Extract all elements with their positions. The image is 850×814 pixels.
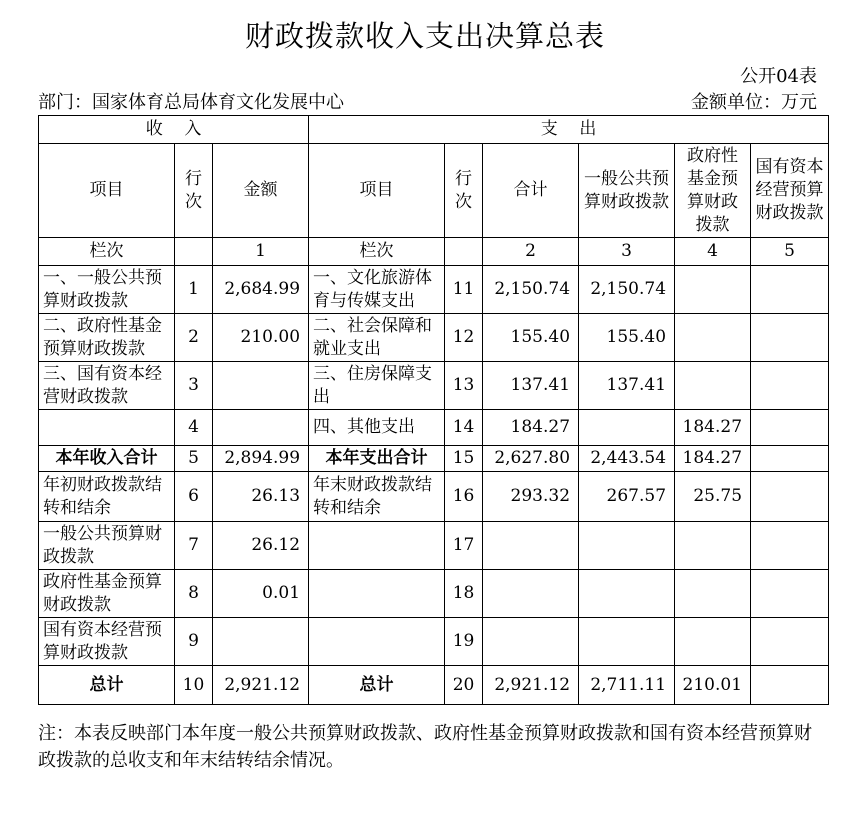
expense-total [483,522,579,570]
expense-general: 155.40 [579,314,675,362]
income-item: 三、国有资本经营财政拨款 [39,362,175,410]
header-total: 合计 [483,144,579,238]
expense-general: 2,150.74 [579,266,675,314]
income-row-no: 2 [175,314,213,362]
expense-general: 2,711.11 [579,666,675,705]
income-row-no: 7 [175,522,213,570]
expense-total [483,570,579,618]
expense-row-no: 18 [445,570,483,618]
expense-general: 2,443.54 [579,446,675,472]
lanci-col-1: 1 [213,238,309,266]
table-row [39,266,829,314]
expense-general [579,522,675,570]
income-item: 年初财政拨款结转和结余 [39,472,175,522]
expense-row-no: 14 [445,410,483,446]
income-item: 国有资本经营预算财政拨款 [39,618,175,666]
expense-state [751,362,829,410]
expense-total: 155.40 [483,314,579,362]
header-state-capital: 国有资本经营预算财政拨款 [751,144,829,238]
expense-item: 总计 [309,666,445,705]
expense-state [751,666,829,705]
expense-fund [675,618,751,666]
income-header: 收 入 [39,116,309,144]
lanci-col-3: 3 [579,238,675,266]
expense-fund: 210.01 [675,666,751,705]
income-row-no: 8 [175,570,213,618]
expense-item: 三、住房保障支出 [309,362,445,410]
expense-item: 年末财政拨款结转和结余 [309,472,445,522]
expense-state [751,570,829,618]
expense-row-no: 11 [445,266,483,314]
income-row-no: 9 [175,618,213,666]
table-row [39,472,829,522]
table-row [39,522,829,570]
expense-total [483,618,579,666]
income-item [39,410,175,446]
expense-item: 一、文化旅游体育与传媒支出 [309,266,445,314]
budget-table [38,115,829,705]
table-row [39,362,829,410]
expense-row-no: 19 [445,618,483,666]
expense-row-no: 12 [445,314,483,362]
lanci-col-4: 4 [675,238,751,266]
income-amount: 2,684.99 [213,266,309,314]
expense-item [309,570,445,618]
expense-row-no: 16 [445,472,483,522]
income-amount [213,410,309,446]
header-fund-budget: 政府性基金预算财政拨款 [675,144,751,238]
table-row [39,410,829,446]
expense-general [579,410,675,446]
header-amount: 金额 [213,144,309,238]
income-item: 一、一般公共预算财政拨款 [39,266,175,314]
income-amount: 2,921.12 [213,666,309,705]
table-row [39,314,829,362]
expense-row-no: 13 [445,362,483,410]
income-item: 本年收入合计 [39,446,175,472]
expense-row-no: 17 [445,522,483,570]
income-amount: 0.01 [213,570,309,618]
expense-fund: 25.75 [675,472,751,522]
expense-fund [675,314,751,362]
expense-item: 本年支出合计 [309,446,445,472]
header-row-no: 行次 [175,144,213,238]
expense-state [751,314,829,362]
expense-header: 支 出 [309,116,829,144]
expense-general [579,570,675,618]
income-row-no: 1 [175,266,213,314]
expense-total: 2,921.12 [483,666,579,705]
income-item: 一般公共预算财政拨款 [39,522,175,570]
expense-fund [675,570,751,618]
expense-total: 137.41 [483,362,579,410]
table-row [39,570,829,618]
lanci-label: 栏次 [39,238,175,266]
income-row-no: 3 [175,362,213,410]
expense-total: 293.32 [483,472,579,522]
expense-state [751,618,829,666]
income-row-no: 10 [175,666,213,705]
expense-state [751,446,829,472]
income-amount: 26.13 [213,472,309,522]
expense-state [751,410,829,446]
expense-fund [675,362,751,410]
lanci-label-expense: 栏次 [309,238,445,266]
table-row [39,618,829,666]
expense-item [309,618,445,666]
expense-general [579,618,675,666]
expense-state [751,522,829,570]
expense-row-no: 20 [445,666,483,705]
expense-total: 2,627.80 [483,446,579,472]
expense-fund: 184.27 [675,446,751,472]
header-item: 项目 [39,144,175,238]
income-amount: 2,894.99 [213,446,309,472]
income-amount [213,618,309,666]
expense-item: 二、社会保障和就业支出 [309,314,445,362]
expense-total: 184.27 [483,410,579,446]
expense-item [309,522,445,570]
income-row-no: 5 [175,446,213,472]
expense-row-no: 15 [445,446,483,472]
expense-fund: 184.27 [675,410,751,446]
income-item: 政府性基金预算财政拨款 [39,570,175,618]
income-item: 二、政府性基金预算财政拨款 [39,314,175,362]
expense-state [751,266,829,314]
expense-fund [675,266,751,314]
expense-general: 137.41 [579,362,675,410]
header-general-budget: 一般公共预算财政拨款 [579,144,675,238]
income-item: 总计 [39,666,175,705]
page-title: 财政拨款收入支出决算总表 [244,19,605,53]
income-amount: 210.00 [213,314,309,362]
expense-general: 267.57 [579,472,675,522]
form-number: 公开04表 [740,66,817,87]
income-amount [213,362,309,410]
lanci-col-2: 2 [483,238,579,266]
income-row-no: 6 [175,472,213,522]
lanci-col-5: 5 [751,238,829,266]
unit-label: 金额单位：万元 [691,92,817,113]
footnote: 注：本表反映部门本年度一般公共预算财政拨款、政府性基金预算财政拨款和国有资本经营预算财政拨款的总收支和年末结转结余情况。 [38,723,812,771]
income-row-no: 4 [175,410,213,446]
expense-fund [675,522,751,570]
table-row [39,666,829,705]
department-label: 部门：国家体育总局体育文化发展中心 [38,92,344,113]
table-row [39,446,829,472]
header-row-no-expense: 行次 [445,144,483,238]
expense-state [751,472,829,522]
income-amount: 26.12 [213,522,309,570]
expense-total: 2,150.74 [483,266,579,314]
header-item-expense: 项目 [309,144,445,238]
expense-item: 四、其他支出 [309,410,445,446]
